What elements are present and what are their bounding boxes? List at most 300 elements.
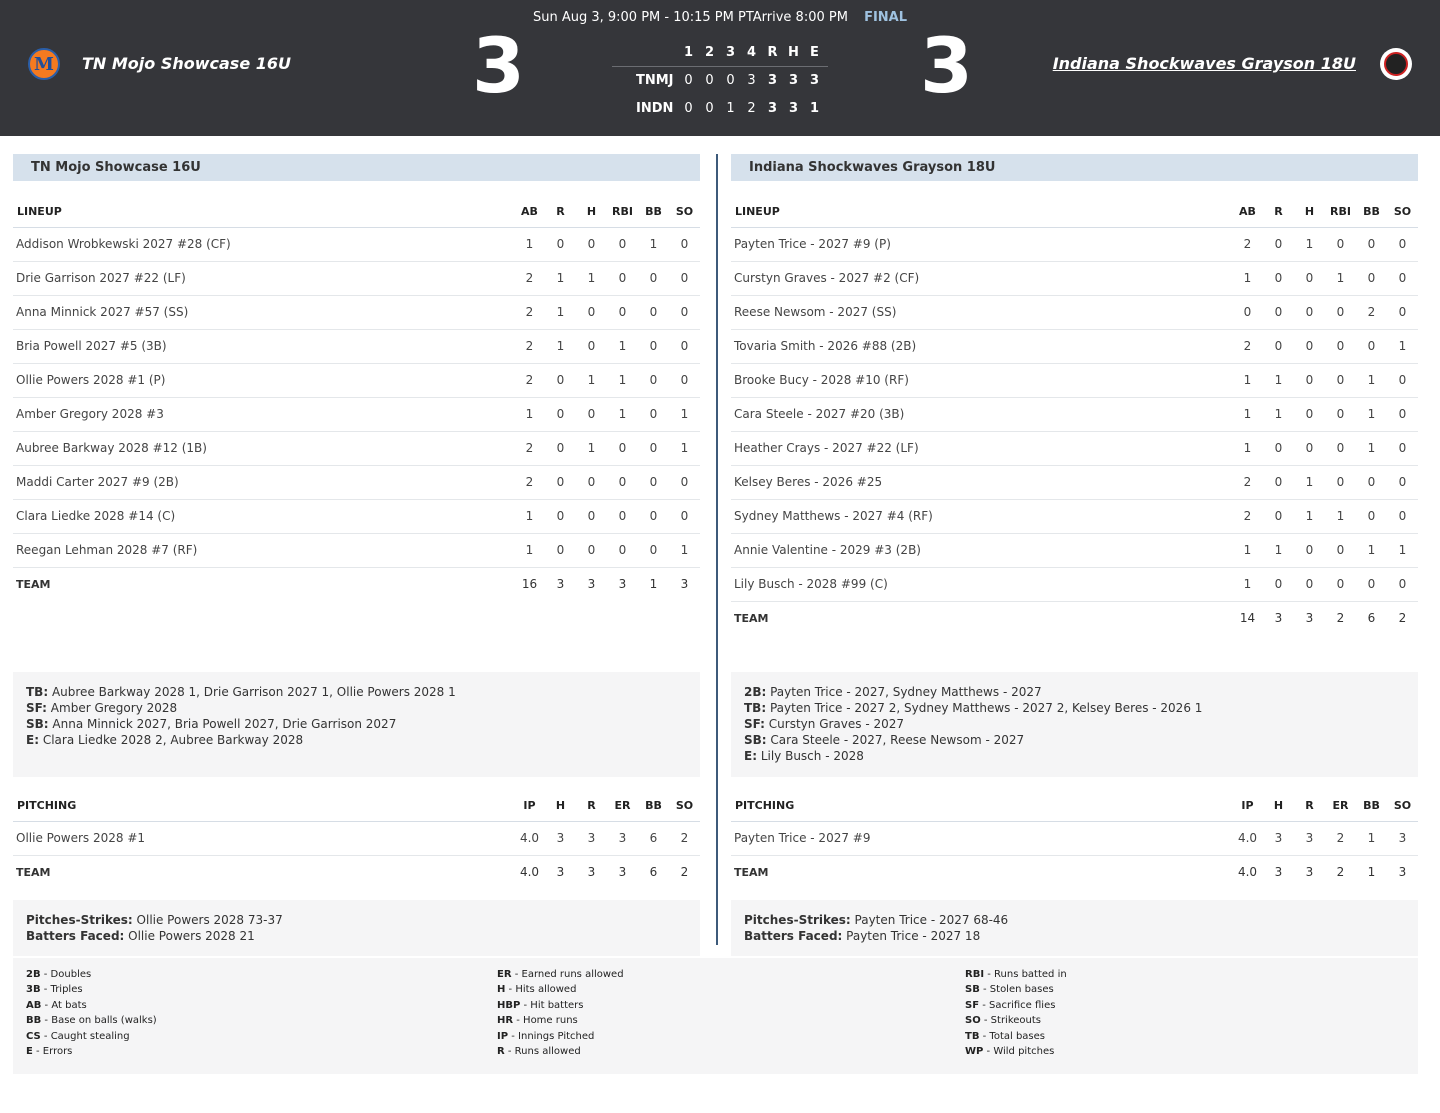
linescore-cell: 3 xyxy=(767,73,778,88)
stat-cell: 0 xyxy=(1325,465,1356,499)
table-header-row xyxy=(13,197,700,227)
stat-cell: 3 xyxy=(1263,821,1294,855)
abbreviation-item xyxy=(26,1031,157,1046)
note-label: E: xyxy=(744,749,757,763)
note-label: SF: xyxy=(744,717,765,731)
stat-cell: 3 xyxy=(576,855,607,889)
note-line xyxy=(26,928,687,944)
stat-cell: 0 xyxy=(638,465,669,499)
team-totals-row xyxy=(731,855,1418,889)
linescore-cell: 1 xyxy=(726,100,735,116)
note-text: Clara Liedke 2028 2, Aubree Barkway 2028 xyxy=(39,733,304,747)
player-name: Payten Trice - 2027 #9 (P) xyxy=(731,227,1232,261)
stat-cell: 0 xyxy=(607,227,638,261)
abbreviation-key: RBI xyxy=(965,969,985,980)
note-text: Aubree Barkway 2028 1, Drie Garrison 2027 1, Ollie Powers 2028 1 xyxy=(48,685,456,699)
abbreviation-value: - Base on balls (walks) xyxy=(41,1015,157,1027)
stat-cell: 3 xyxy=(607,821,638,855)
abbreviation-column xyxy=(26,969,157,1061)
stat-cell: 0 xyxy=(576,465,607,499)
stat-cell: 1 xyxy=(514,499,545,533)
stat-cell: 0 xyxy=(1294,329,1325,363)
stat-cell: 0 xyxy=(1263,227,1294,261)
column-header: SO xyxy=(669,197,700,227)
column-header: BB xyxy=(1356,791,1387,821)
game-date xyxy=(0,10,1440,25)
stat-cell: 0 xyxy=(1387,431,1418,465)
linescore-team: TNMJ xyxy=(636,73,674,88)
away-team-band: Indiana Shockwaves Grayson 18U xyxy=(731,154,1418,181)
team-label: TEAM xyxy=(13,567,514,601)
abbreviation-key: H xyxy=(497,984,506,996)
home-team-band: TN Mojo Showcase 16U xyxy=(13,154,700,181)
stat-cell: 2 xyxy=(1232,465,1263,499)
player-name: Cara Steele - 2027 #20 (3B) xyxy=(731,397,1232,431)
abbreviation-key: SO xyxy=(965,1015,981,1027)
linescore-cell: 3 xyxy=(788,73,799,88)
column-header: H xyxy=(576,197,607,227)
stat-cell: 1 xyxy=(545,295,576,329)
table-row xyxy=(13,499,700,533)
stat-cell: 1 xyxy=(1356,855,1387,889)
abbreviation-value: - Doubles xyxy=(40,969,92,980)
table-row xyxy=(731,499,1418,533)
abbreviation-key: HR xyxy=(497,1015,514,1027)
stat-cell: 2 xyxy=(514,465,545,499)
team-totals-row xyxy=(731,601,1418,635)
stat-cell: 0 xyxy=(1356,499,1387,533)
note-text: Ollie Powers 2028 21 xyxy=(124,929,255,943)
abbreviation-value: - Wild pitches xyxy=(983,1045,1055,1057)
stat-cell: 0 xyxy=(545,397,576,431)
stat-cell: 0 xyxy=(1263,261,1294,295)
stat-cell: 0 xyxy=(1325,431,1356,465)
note-line xyxy=(26,912,687,928)
abbreviation-item xyxy=(497,1000,624,1015)
note-text: Amber Gregory 2028 xyxy=(46,701,178,715)
note-label: Pitches-Strikes: xyxy=(744,913,851,927)
stat-cell: 14 xyxy=(1232,601,1263,635)
home-logo-letter: M xyxy=(34,53,54,75)
away-score: 3 xyxy=(920,21,973,110)
note-line xyxy=(26,732,687,748)
stat-cell: 1 xyxy=(576,431,607,465)
stat-cell: 0 xyxy=(545,533,576,567)
column-header: ER xyxy=(1325,791,1356,821)
linescore-header-cell: 4 xyxy=(746,44,757,60)
stat-cell: 0 xyxy=(1325,227,1356,261)
note-text: Anna Minnick 2027, Bria Powell 2027, Drie Garrison 2027 xyxy=(48,717,397,731)
player-name: Reese Newsom - 2027 (SS) xyxy=(731,295,1232,329)
table-row xyxy=(731,261,1418,295)
abbreviations-legend xyxy=(13,958,1418,1074)
stat-cell: 1 xyxy=(1263,397,1294,431)
away-pitching-notes xyxy=(731,900,1418,956)
linescore-row-away xyxy=(612,94,828,122)
stat-cell: 1 xyxy=(669,533,700,567)
home-lineup-table xyxy=(13,197,700,601)
note-text: Curstyn Graves - 2027 xyxy=(764,717,905,731)
note-label: TB: xyxy=(26,685,49,699)
linescore-cell: 0 xyxy=(684,100,693,116)
table-header-row xyxy=(731,197,1418,227)
player-name: Lily Busch - 2028 #99 (C) xyxy=(731,567,1232,601)
stat-cell: 2 xyxy=(514,431,545,465)
stat-cell: 0 xyxy=(576,499,607,533)
abbreviation-item xyxy=(497,984,624,999)
abbreviation-item xyxy=(497,1046,624,1061)
home-pitching-table xyxy=(13,791,700,889)
player-name: Anna Minnick 2027 #57 (SS) xyxy=(13,295,514,329)
note-label: Pitches-Strikes: xyxy=(26,913,133,927)
linescore-header xyxy=(612,38,828,66)
stat-cell: 0 xyxy=(669,329,700,363)
linescore-header-cell: 1 xyxy=(683,44,694,60)
player-name: Annie Valentine - 2029 #3 (2B) xyxy=(731,533,1232,567)
column-header: H xyxy=(1263,791,1294,821)
player-name: Bria Powell 2027 #5 (3B) xyxy=(13,329,514,363)
stat-cell: 3 xyxy=(576,821,607,855)
team-totals-row xyxy=(13,567,700,601)
abbreviation-key: R xyxy=(497,1045,505,1057)
stat-cell: 0 xyxy=(1356,227,1387,261)
away-team-name-link[interactable]: Indiana Shockwaves Grayson 18U xyxy=(1052,54,1356,73)
note-label: SB: xyxy=(744,733,767,747)
stat-cell: 1 xyxy=(1232,533,1263,567)
home-batting-notes xyxy=(13,672,700,777)
note-line xyxy=(744,928,1405,944)
stat-cell: 2 xyxy=(669,821,700,855)
stat-cell: 1 xyxy=(607,329,638,363)
player-name: Drie Garrison 2027 #22 (LF) xyxy=(13,261,514,295)
table-header-row xyxy=(13,791,700,821)
abbreviation-value: - Triples xyxy=(40,984,83,996)
stat-cell: 0 xyxy=(638,295,669,329)
note-text: Payten Trice - 2027 2, Sydney Matthews - 2027 2, Kelsey Beres - 2026 1 xyxy=(766,701,1203,715)
pitching-header: PITCHING xyxy=(731,791,1232,821)
abbreviation-value: - Earned runs allowed xyxy=(511,969,624,980)
player-name: Ollie Powers 2028 #1 xyxy=(13,821,514,855)
stat-cell: 2 xyxy=(514,295,545,329)
linescore-cell: 0 xyxy=(705,73,714,88)
column-header: BB xyxy=(638,791,669,821)
stat-cell: 0 xyxy=(1387,397,1418,431)
linescore-row-home xyxy=(612,66,828,94)
table-row xyxy=(13,227,700,261)
column-header: RBI xyxy=(1325,197,1356,227)
stat-cell: 3 xyxy=(1263,855,1294,889)
stat-cell: 1 xyxy=(1356,431,1387,465)
stat-cell: 1 xyxy=(638,567,669,601)
stat-cell: 0 xyxy=(545,227,576,261)
stat-cell: 0 xyxy=(1263,465,1294,499)
stat-cell: 0 xyxy=(1325,295,1356,329)
player-name: Payten Trice - 2027 #9 xyxy=(731,821,1232,855)
stat-cell: 0 xyxy=(1294,397,1325,431)
stat-cell: 3 xyxy=(1387,821,1418,855)
abbreviation-value: - Runs batted in xyxy=(984,969,1067,980)
table-row xyxy=(13,465,700,499)
stat-cell: 0 xyxy=(669,465,700,499)
table-row xyxy=(731,363,1418,397)
abbreviation-key: SF xyxy=(965,999,980,1011)
linescore-header-cell: 3 xyxy=(725,44,736,60)
stat-cell: 1 xyxy=(607,397,638,431)
note-line xyxy=(744,748,1405,764)
stat-cell: 1 xyxy=(1294,499,1325,533)
stat-cell: 1 xyxy=(1356,533,1387,567)
team-label: TEAM xyxy=(731,855,1232,889)
stat-cell: 0 xyxy=(545,465,576,499)
column-header: AB xyxy=(514,197,545,227)
linescore-cell: 0 xyxy=(705,100,714,116)
stat-cell: 2 xyxy=(1356,295,1387,329)
abbreviation-value: - Runs allowed xyxy=(504,1045,581,1057)
stat-cell: 0 xyxy=(638,431,669,465)
stat-cell: 0 xyxy=(545,431,576,465)
note-text: Payten Trice - 2027 18 xyxy=(842,929,981,943)
abbreviation-value: - Innings Pitched xyxy=(508,1030,595,1042)
column-header: R xyxy=(576,791,607,821)
stat-cell: 0 xyxy=(1294,363,1325,397)
note-text: Lily Busch - 2028 xyxy=(757,749,864,763)
away-pitching-table xyxy=(731,791,1418,889)
stat-cell: 0 xyxy=(1294,431,1325,465)
stat-cell: 1 xyxy=(1232,397,1263,431)
table-row xyxy=(13,295,700,329)
pitching-header: PITCHING xyxy=(13,791,514,821)
stat-cell: 1 xyxy=(514,397,545,431)
column-header: BB xyxy=(638,197,669,227)
stat-cell: 16 xyxy=(514,567,545,601)
linescore-cell: 3 xyxy=(767,100,778,116)
stat-cell: 0 xyxy=(1263,567,1294,601)
stat-cell: 0 xyxy=(1387,363,1418,397)
note-line xyxy=(26,684,687,700)
table-row xyxy=(13,431,700,465)
stat-cell: 0 xyxy=(576,533,607,567)
column-header: R xyxy=(1294,791,1325,821)
away-team-logo xyxy=(1380,48,1412,80)
stat-cell: 2 xyxy=(514,363,545,397)
note-label: Batters Faced: xyxy=(744,929,843,943)
stat-cell: 0 xyxy=(1263,431,1294,465)
stat-cell: 0 xyxy=(607,499,638,533)
stat-cell: 0 xyxy=(1356,465,1387,499)
abbreviation-value: - At bats xyxy=(41,999,87,1011)
linescore-cell: 0 xyxy=(684,73,693,88)
stat-cell: 1 xyxy=(669,431,700,465)
game-header xyxy=(0,0,1440,136)
stat-cell: 0 xyxy=(1387,465,1418,499)
stat-cell: 6 xyxy=(638,821,669,855)
linescore-cell: 3 xyxy=(747,73,756,88)
stat-cell: 0 xyxy=(1325,329,1356,363)
column-header: SO xyxy=(669,791,700,821)
stat-cell: 3 xyxy=(607,855,638,889)
stat-cell: 1 xyxy=(1356,397,1387,431)
abbreviation-key: 3B xyxy=(26,984,41,996)
stat-cell: 1 xyxy=(1232,431,1263,465)
abbreviation-value: - Sacrifice flies xyxy=(979,999,1056,1011)
away-batting-notes xyxy=(731,672,1418,777)
away-boxscore xyxy=(731,154,1418,956)
abbreviation-key: BB xyxy=(26,1015,42,1027)
home-team-name: TN Mojo Showcase 16U xyxy=(82,54,292,73)
player-name: Maddi Carter 2027 #9 (2B) xyxy=(13,465,514,499)
stat-cell: 0 xyxy=(1325,363,1356,397)
lineup-header: LINEUP xyxy=(731,197,1232,227)
abbreviation-key: WP xyxy=(965,1045,984,1057)
stat-cell: 0 xyxy=(1356,567,1387,601)
stat-cell: 1 xyxy=(669,397,700,431)
stat-cell: 1 xyxy=(1232,261,1263,295)
shockwaves-logo-icon xyxy=(1384,52,1408,76)
abbreviation-key: ER xyxy=(497,969,512,980)
column-header: SO xyxy=(1387,197,1418,227)
abbreviation-value: - Errors xyxy=(32,1045,73,1057)
column-header: ER xyxy=(607,791,638,821)
linescore-cell: 2 xyxy=(747,100,756,116)
abbreviation-column xyxy=(497,969,624,1061)
stat-cell: 1 xyxy=(514,533,545,567)
home-boxscore xyxy=(13,154,700,956)
table-row xyxy=(731,567,1418,601)
note-label: E: xyxy=(26,733,39,747)
stat-cell: 1 xyxy=(1263,533,1294,567)
column-header: R xyxy=(1263,197,1294,227)
stat-cell: 1 xyxy=(607,363,638,397)
abbreviation-column xyxy=(965,969,1067,1061)
stat-cell: 1 xyxy=(1294,465,1325,499)
stat-cell: 0 xyxy=(1263,329,1294,363)
abbreviation-value: - Stolen bases xyxy=(979,984,1054,996)
table-row xyxy=(731,533,1418,567)
stat-cell: 0 xyxy=(638,363,669,397)
note-label: 2B: xyxy=(744,685,767,699)
stat-cell: 0 xyxy=(576,295,607,329)
note-line xyxy=(744,700,1405,716)
table-row xyxy=(731,329,1418,363)
stat-cell: 0 xyxy=(638,329,669,363)
stat-cell: 3 xyxy=(545,567,576,601)
abbreviation-value: - Caught stealing xyxy=(40,1030,130,1042)
note-line xyxy=(744,732,1405,748)
away-lineup-table xyxy=(731,197,1418,635)
stat-cell: 0 xyxy=(1294,295,1325,329)
abbreviation-item xyxy=(965,1000,1067,1015)
abbreviation-item xyxy=(497,1015,624,1030)
note-line xyxy=(744,716,1405,732)
stat-cell: 0 xyxy=(1263,499,1294,533)
stat-cell: 1 xyxy=(545,261,576,295)
column-header: BB xyxy=(1356,197,1387,227)
abbreviation-value: - Home runs xyxy=(513,1015,578,1027)
table-row xyxy=(731,227,1418,261)
player-name: Aubree Barkway 2028 #12 (1B) xyxy=(13,431,514,465)
stat-cell: 1 xyxy=(545,329,576,363)
abbreviation-key: AB xyxy=(26,999,42,1011)
linescore-header-cell: 2 xyxy=(704,44,715,60)
stat-cell: 0 xyxy=(669,363,700,397)
stat-cell: 0 xyxy=(1387,227,1418,261)
stat-cell: 4.0 xyxy=(514,855,545,889)
stat-cell: 1 xyxy=(1387,533,1418,567)
abbreviation-key: SB xyxy=(965,984,980,996)
player-name: Brooke Bucy - 2028 #10 (RF) xyxy=(731,363,1232,397)
stat-cell: 2 xyxy=(1325,601,1356,635)
player-name: Amber Gregory 2028 #3 xyxy=(13,397,514,431)
player-name: Clara Liedke 2028 #14 (C) xyxy=(13,499,514,533)
stat-cell: 1 xyxy=(1356,821,1387,855)
linescore-cell: 3 xyxy=(809,73,820,88)
abbreviation-item xyxy=(497,1031,624,1046)
linescore-cell: 3 xyxy=(788,100,799,116)
note-text: Payten Trice - 2027 68-46 xyxy=(850,913,1009,927)
abbreviation-key: E xyxy=(26,1045,33,1057)
abbreviation-item xyxy=(965,1015,1067,1030)
note-text: Cara Steele - 2027, Reese Newsom - 2027 xyxy=(766,733,1025,747)
linescore-team: INDN xyxy=(636,100,674,116)
stat-cell: 2 xyxy=(1387,601,1418,635)
player-name: Curstyn Graves - 2027 #2 (CF) xyxy=(731,261,1232,295)
table-row xyxy=(731,397,1418,431)
stat-cell: 1 xyxy=(514,227,545,261)
table-row xyxy=(13,363,700,397)
table-row xyxy=(731,431,1418,465)
table-header-row xyxy=(731,791,1418,821)
player-name: Sydney Matthews - 2027 #4 (RF) xyxy=(731,499,1232,533)
stat-cell: 0 xyxy=(638,397,669,431)
stat-cell: 1 xyxy=(1325,499,1356,533)
stat-cell: 1 xyxy=(1356,363,1387,397)
linescore-header-cell: H xyxy=(788,44,799,60)
abbreviation-value: - Hit batters xyxy=(520,999,584,1011)
team-label: TEAM xyxy=(731,601,1232,635)
player-name: Reegan Lehman 2028 #7 (RF) xyxy=(13,533,514,567)
stat-cell: 0 xyxy=(1356,329,1387,363)
stat-cell: 0 xyxy=(576,397,607,431)
player-name: Addison Wrobkewski 2027 #28 (CF) xyxy=(13,227,514,261)
stat-cell: 0 xyxy=(638,261,669,295)
team-label: TEAM xyxy=(13,855,514,889)
table-row xyxy=(13,329,700,363)
stat-cell: 0 xyxy=(1387,567,1418,601)
abbreviation-item xyxy=(965,984,1067,999)
note-text: Payten Trice - 2027, Sydney Matthews - 2027 xyxy=(766,685,1042,699)
abbreviation-item xyxy=(26,1046,157,1061)
note-label: SF: xyxy=(26,701,47,715)
player-name: Heather Crays - 2027 #22 (LF) xyxy=(731,431,1232,465)
linescore-cell: 0 xyxy=(726,73,735,88)
stat-cell: 4.0 xyxy=(514,821,545,855)
column-divider xyxy=(716,154,718,945)
abbreviation-value: - Total bases xyxy=(979,1030,1045,1042)
stat-cell: 0 xyxy=(1356,261,1387,295)
linescore-cell: 1 xyxy=(809,100,820,116)
abbreviation-key: HBP xyxy=(497,999,521,1011)
abbreviation-key: 2B xyxy=(26,969,41,980)
column-header: RBI xyxy=(607,197,638,227)
stat-cell: 0 xyxy=(638,533,669,567)
player-name: Ollie Powers 2028 #1 (P) xyxy=(13,363,514,397)
stat-cell: 0 xyxy=(545,363,576,397)
column-header: R xyxy=(545,197,576,227)
stat-cell: 0 xyxy=(1325,533,1356,567)
table-row xyxy=(13,533,700,567)
abbreviation-item xyxy=(26,1000,157,1015)
stat-cell: 1 xyxy=(1263,363,1294,397)
